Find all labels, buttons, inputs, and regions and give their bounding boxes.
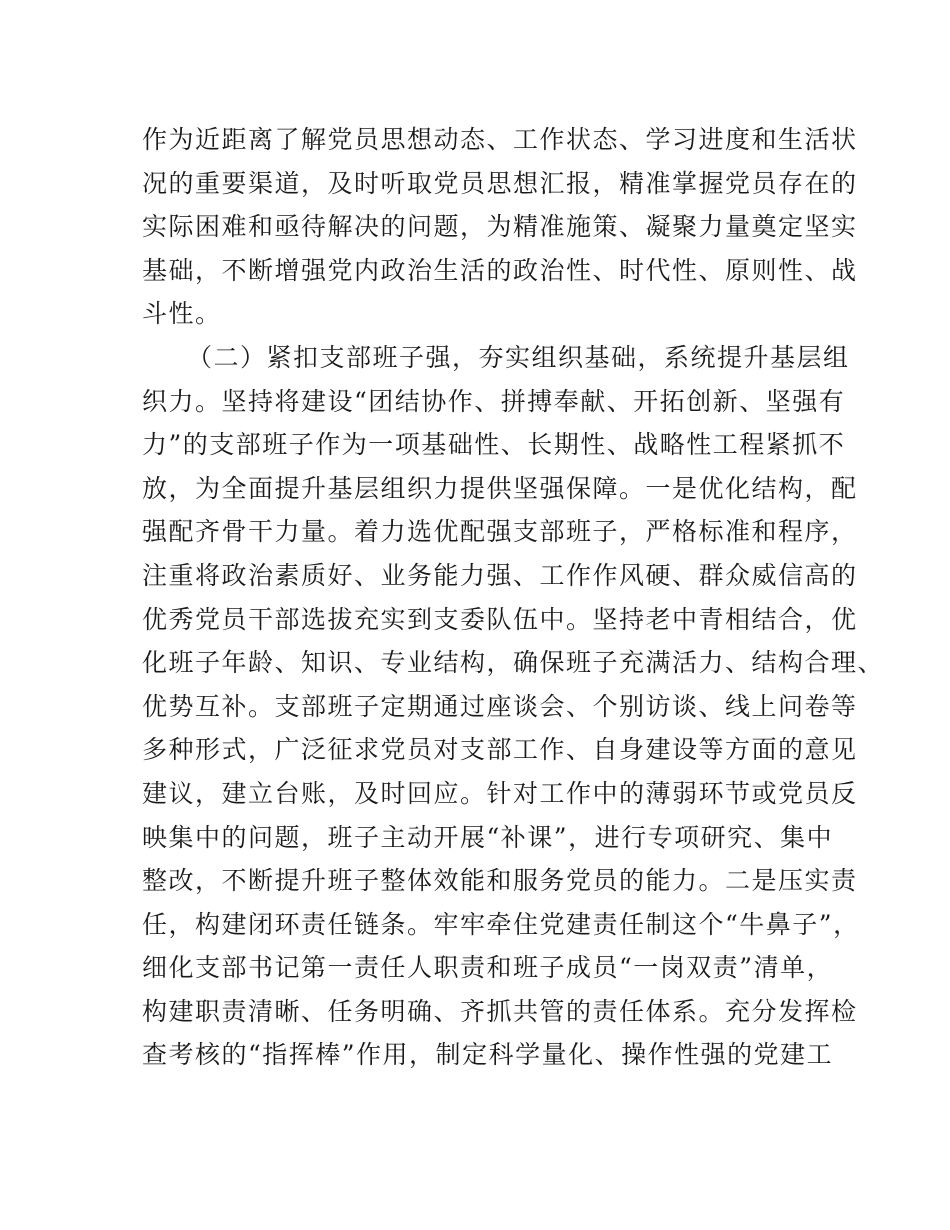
text-line: 况的重要渠道，及时听取党员思想汇报，精准掌握党员存在的 (142, 168, 858, 198)
text-line: 作为近距离了解党员思想动态、工作状态、学习进度和生活状 (142, 125, 858, 154)
text-line: 放，为全面提升基层组织力提供坚强保障。一是优化结构，配 (142, 473, 858, 503)
text-line: 建议，建立台账，及时回应。针对工作中的薄弱环节或党员反 (142, 778, 858, 808)
text-line: 查考核的“指挥棒”作用，制定科学量化、操作性强的党建工 (142, 1040, 834, 1070)
text-line: 斗性。 (142, 299, 222, 329)
text-line: 化班子年龄、知识、专业结构，确保班子充满活力、结构合理、 (142, 648, 885, 678)
text-line: 优势互补。支部班子定期通过座谈会、个别访谈、线上问卷等 (142, 691, 858, 721)
text-line: 力”的支部班子作为一项基础性、长期性、战略性工程紧抓不 (142, 430, 846, 460)
text-line: 构建职责清晰、任务明确、齐抓共管的责任体系。充分发挥检 (142, 996, 858, 1026)
text-line: 强配齐骨干力量。着力选优配强支部班子，严格标准和程序， (142, 517, 858, 547)
text-line: 任，构建闭环责任链条。牢牢牵住党建责任制这个“牛鼻子”， (142, 909, 860, 939)
text-line: 细化支部书记第一责任人职责和班子成员“一岗双责”清单， (142, 953, 834, 983)
text-line: 织力。坚持将建设“团结协作、拼搏奉献、开拓创新、坚强有 (142, 386, 846, 416)
text-line: 实际困难和亟待解决的问题，为精准施策、凝聚力量奠定坚实 (142, 212, 858, 242)
text-line: 多种形式，广泛征求党员对支部工作、自身建设等方面的意见 (142, 735, 858, 765)
text-line: 映集中的问题，班子主动开展“补课”，进行专项研究、集中 (142, 822, 834, 852)
text-line: 优秀党员干部选拔充实到支委队伍中。坚持老中青相结合，优 (142, 604, 858, 634)
text-line: 整改，不断提升班子整体效能和服务党员的能力。二是压实责 (142, 866, 858, 896)
body-text (142, 118, 885, 1077)
text-line: 基础，不断增强党内政治生活的政治性、时代性、原则性、战 (142, 255, 858, 285)
text-line: 注重将政治素质好、业务能力强、工作作风硬、群众威信高的 (142, 560, 858, 590)
section-heading-line: （二）紧扣支部班子强，夯实组织基础，系统提升基层组 (187, 342, 850, 372)
